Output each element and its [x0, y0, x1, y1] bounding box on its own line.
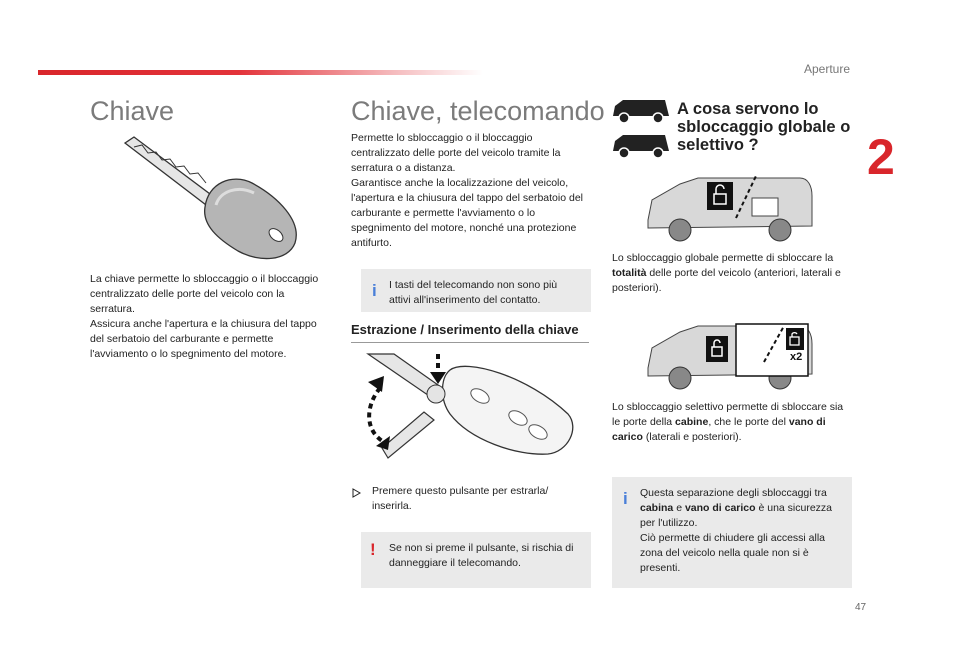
info-note-separazione [612, 477, 852, 588]
unlock-icon [707, 182, 733, 210]
selective-unlock-text: Lo sbloccaggio selettivo permette di sbloccare sia le porte della cabine, che le porte del vano di carico (laterali e posteriori). [612, 401, 844, 443]
bullet-text: Premere questo pulsante per estrarla/ inserirla. [372, 485, 549, 512]
van-global-unlock-illustration [640, 170, 820, 250]
bullet-arrow-icon [352, 488, 362, 498]
telecomando-paragraph-2: Garantisce anche la localizzazione del veicolo, l'apertura e la chiusura del tappo del serbatoio del carburante e permette l'avviamento o lo spegnimento del motore, nonché una protezione antifurto. [351, 177, 583, 249]
key-icon [125, 137, 296, 259]
info-icon: i [623, 489, 628, 508]
heading-sbloccaggio: A cosa servono lo sbloccaggio globale o selettivo ? [677, 100, 851, 154]
warning-note-telecomando [361, 532, 591, 588]
header-red-bar [38, 70, 483, 75]
warning-icon: ! [370, 540, 376, 559]
van-icon-bottom [611, 133, 671, 159]
section-label: Aperture [803, 62, 850, 76]
page-number: 47 [855, 602, 867, 613]
info-note-text: I tasti del telecomando non sono più attivi all'inserimento del contatto. [389, 279, 558, 306]
title-chiave-telecomando: Chiave, telecomando [351, 96, 605, 126]
global-unlock-text: Lo sbloccaggio globale permette di sbloccare la totalità delle porte del veicolo (anteriori, laterali e posteriori). [612, 252, 841, 294]
info-note-separazione-line2: Ciò permette di chiudere gli accessi alla zona del veicolo nella quale non si è presenti. [640, 532, 826, 574]
remote-key-illustration [358, 348, 588, 468]
info-note-telecomando [361, 269, 591, 312]
van-selective-unlock-illustration [640, 318, 820, 398]
unlock-icon [786, 328, 804, 350]
info-icon: i [372, 281, 377, 300]
key-illustration [120, 135, 310, 270]
subheading-rule [351, 342, 589, 343]
x2-label: x2 [790, 351, 803, 363]
title-chiave: Chiave [90, 96, 175, 126]
warning-note-text: Se non si preme il pulsante, si rischia di danneggiare il telecomando. [389, 542, 574, 569]
info-note-separazione-text: Questa separazione degli sbloccaggi tra cabina e vano di carico è una sicurezza per l'utilizzo. [640, 487, 833, 529]
telecomando-paragraph-1: Permette lo sbloccaggio o il bloccaggio centralizzato delle porte del veicolo tramite la serratura o a distanza. [351, 132, 561, 174]
subheading-estrazione: Estrazione / Inserimento della chiave [351, 322, 579, 337]
chiave-paragraph-2: Assicura anche l'apertura e la chiusura del tappo del serbatoio del carburante e permette l'avviamento o lo spegnimento del motore. [90, 318, 317, 360]
remote-key-icon [368, 354, 573, 458]
chiave-paragraph-1: La chiave permette lo sbloccaggio o il bloccaggio centralizzato delle porte del veicolo con la serratura. [90, 273, 319, 315]
chapter-number: 2 [867, 129, 895, 185]
unlock-icon [706, 336, 728, 362]
van-icon-top [611, 98, 671, 124]
